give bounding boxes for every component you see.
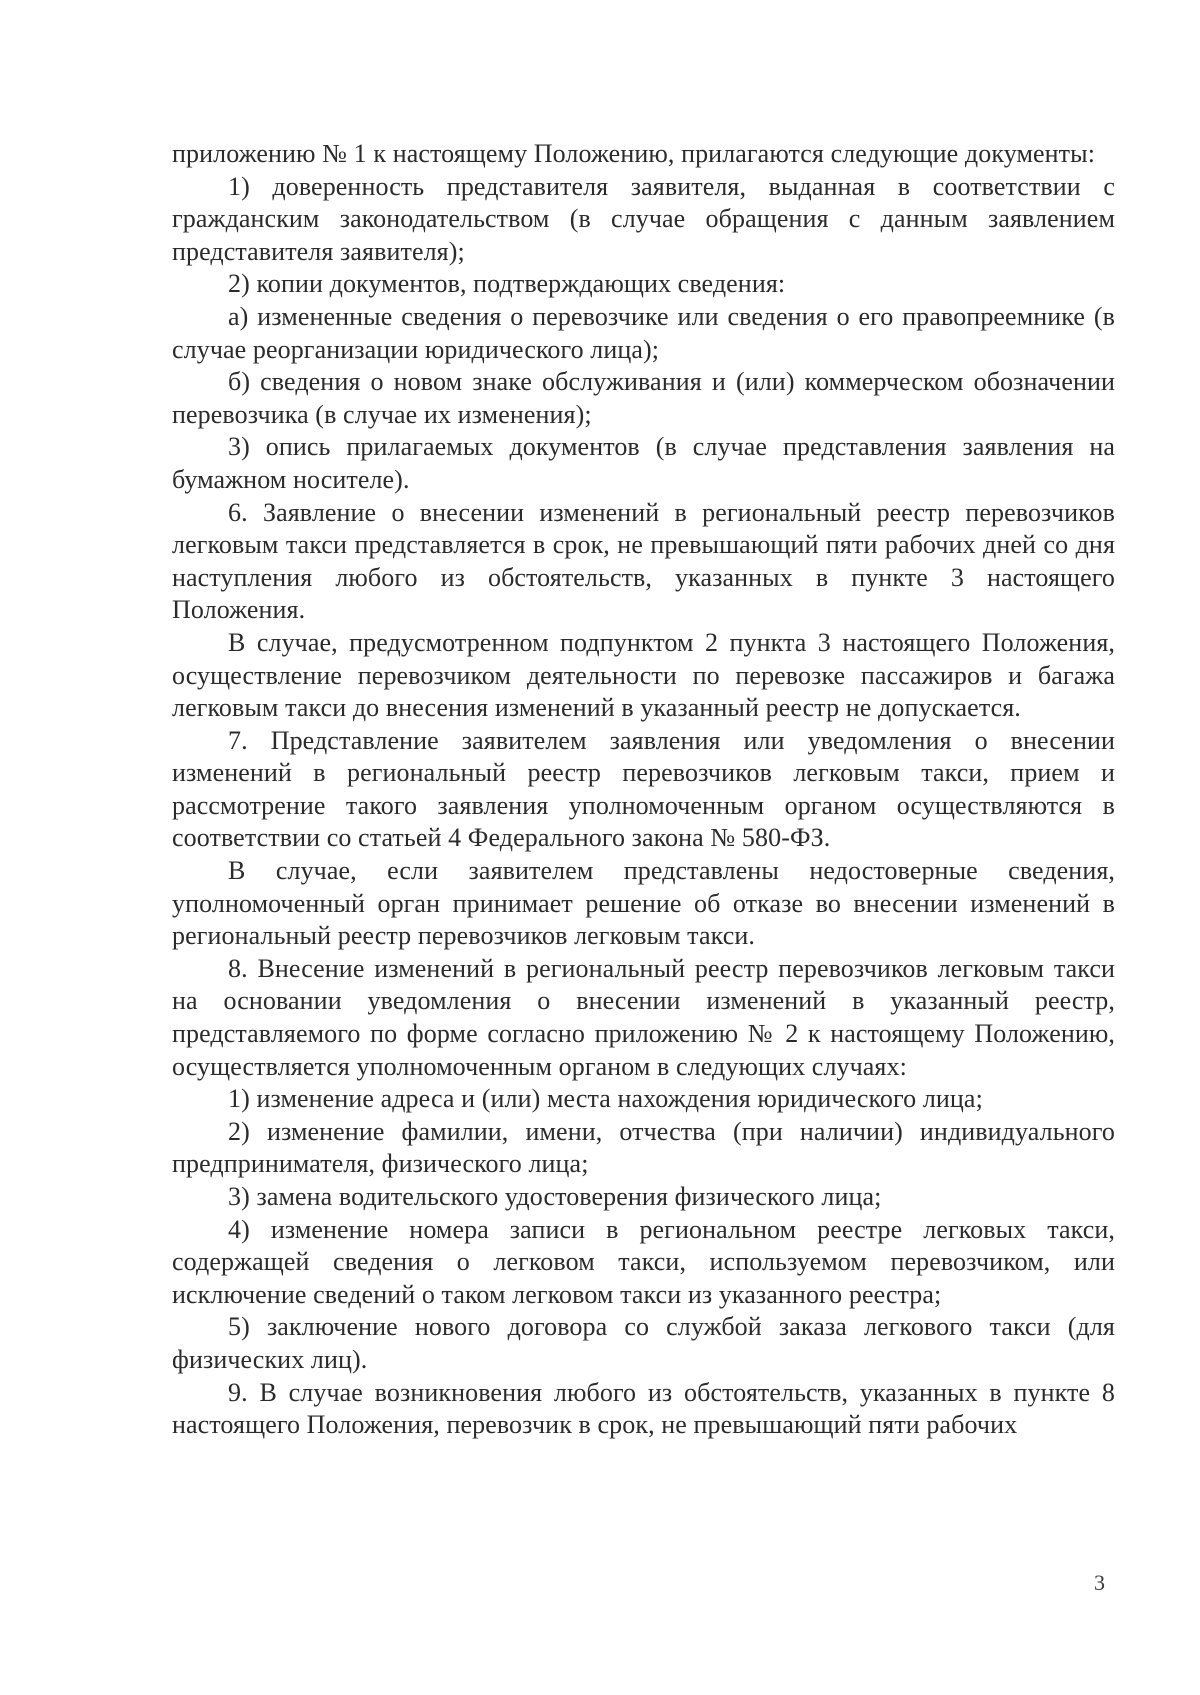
document-body (172, 138, 1115, 1442)
paragraph: 8. Внесение изменений в региональный реестр перевозчиков легковым такси на основании уведомления о внесении изменений в указанный реестр, представляемого по форме согласно приложению № 2 к настоящему Положению, осуществляется уполномоченным органом в следующих случаях: (172, 953, 1115, 1081)
paragraph: 1) изменение адреса и (или) места нахождения юридического лица; (228, 1084, 983, 1114)
paragraph: 4) изменение номера записи в региональном реестре легковых такси, содержащей сведения о легковом такси, используемом перевозчиком, или исключение сведений о таком легковом такси из указанного реестра; (172, 1214, 1115, 1309)
paragraph: 3) опись прилагаемых документов (в случае представления заявления на бумажном носителе). (172, 432, 1115, 494)
paragraph: б) сведения о новом знаке обслуживания и (или) коммерческом обозначении перевозчика (в случае их изменения); (172, 367, 1115, 429)
paragraph: 6. Заявление о внесении изменений в региональный реестр перевозчиков легковым такси представляется в срок, не превышающий пяти рабочих дней со дня наступления любого из обстоятельств, указанных в пункте 3 настоящего Положения. (172, 497, 1115, 625)
paragraph: 3) замена водительского удостоверения физического лица; (228, 1182, 882, 1211)
paragraph: 2) изменение фамилии, имени, отчества (при наличии) индивидуального предпринимателя, физического лица; (172, 1116, 1115, 1179)
paragraph: а) измененные сведения о перевозчике или сведения о его правопреемнике (в случае реорганизации юридического лица); (172, 301, 1115, 364)
paragraph: 7. Представление заявителем заявления или уведомления о внесении изменений в региональный реестр перевозчиков легковым такси, прием и рассмотрение такого заявления уполномоченным органом осуществляются в соответствии со статьей 4 Федерального закона № 580-ФЗ. (172, 725, 1115, 853)
paragraph: В случае, предусмотренном подпунктом 2 пункта 3 настоящего Положения, осуществление перевозчиком деятельности по перевозке пассажиров и багажа легковым такси до внесения изменений в указанный реестр не допускается. (172, 627, 1115, 723)
paragraph: 1) доверенность представителя заявителя, выданная в соответствии с гражданским законодательством (в случае обращения с данным заявлением представителя заявителя); (172, 171, 1115, 266)
paragraph: приложению № 1 к настоящему Положению, прилагаются следующие документы: (172, 139, 1096, 168)
paragraph: 5) заключение нового договора со службой заказа легкового такси (для физических лиц). (172, 1312, 1115, 1374)
page-number: 3 (1094, 1570, 1105, 1595)
paragraph: 9. В случае возникновения любого из обстоятельств, указанных в пункте 8 настоящего Положения, перевозчик в срок, не превышающий пяти рабочих (172, 1377, 1115, 1440)
paragraph: В случае, если заявителем представлены недостоверные сведения, уполномоченный орган принимает решение об отказе во внесении изменений в региональный реестр перевозчиков легковым такси. (172, 856, 1115, 951)
paragraph: 2) копии документов, подтверждающих сведения: (228, 269, 786, 299)
